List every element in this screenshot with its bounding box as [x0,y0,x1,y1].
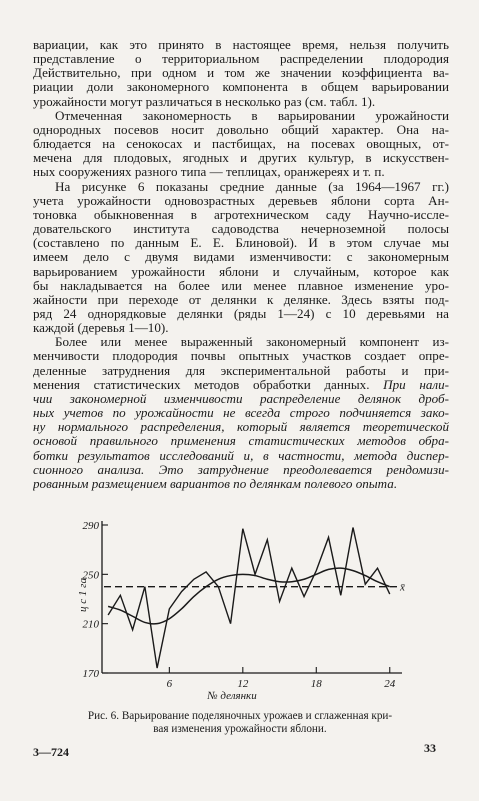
caption-line-2: вая изменения урожайности яблони. [153,723,327,735]
figure-6 [72,513,442,703]
mean-label: x̄ [400,581,405,594]
text-line: чии закономерной изменчивости распределение делянок дроб- [33,391,449,406]
text-line: блюдается на сенокосах и пастбищах, на посевах овощных, от- [33,137,449,152]
yield-chart [72,513,442,703]
caption-line-1: Рис. 6. Варьирование поделяночных урожаев и сглаженная кри- [87,710,393,722]
yield-series-line [108,527,390,668]
text-line: вариации, как это принято в настоящее время, нельзя получить [33,38,449,52]
text-line: сионного анализа. Это затруднение преодолевается рендомизи- [33,462,449,477]
text-line: менчивости плодородия почвы опытных участков создает опре- [33,349,449,364]
text-line: ных сооружениях разного типа — теплицах, оранжереях и т. п. [33,165,385,180]
text-line: учета урожайности одновозрастных деревьев яблони сорта Ан- [33,193,449,208]
y-axis-label: ц с 1 га [77,578,89,612]
page-number: 33 [424,741,436,755]
text-line: каждой (деревья 1—10). [33,321,169,336]
text-italic: При нали- [383,377,449,392]
y-tick-label: 170 [82,668,99,680]
x-tick-label: 18 [310,678,322,690]
figure-caption [50,710,430,736]
text-line: риации доли закономерного компонента в общем варьировании [33,80,449,95]
text-line: Отмеченная закономерность в варьировании урожайности [55,108,449,123]
text-line: варьированием урожайности яблони и случайным, которое как [33,264,449,279]
text-line: однородных посевов носит довольно общий характер. Она на- [33,122,449,137]
x-tick-label: 24 [384,678,396,690]
text-line: ну нормального распределения, который является теоретической [33,420,449,435]
x-axis-label: № делянки [207,690,257,702]
text-line: деленные затруднения для экспериментальной работы и при- [33,363,449,378]
text-line: мечена для плодовых, ягодных и других культур, в искусствен- [33,151,449,166]
text-line: ботки результатов исследований и, в частности, метода диспер- [33,448,449,463]
body-text [33,38,449,491]
text-line: бы накладывается на более или менее плавное изменение уро- [33,278,449,293]
text-line: тоновка обыкновенная в агротехническом саду Научно-иссле- [33,207,449,222]
text-line: имеем дело с двумя видами изменчивости: с закономерным [33,250,449,265]
text-line: На рисунке 6 показаны средние данные (за 1964—1967 гг.) [55,179,449,194]
text-roman: менения статистических методов обработки данных. [33,377,384,392]
printer-signature: 3—724 [33,745,69,759]
y-tick-label: 290 [82,520,99,532]
text-line: урожайности могут различаться в несколько раз (см. табл. 1). [33,94,376,109]
y-tick-label: 210 [82,618,99,631]
text-line: ных учетов по урожайности не всегда строго подчиняется зако- [33,406,449,421]
text-line [33,378,449,392]
text-line: довательского института садоводства нечерноземной полосы [33,222,449,237]
text-line: рованным размещением вариантов по делянкам полевого опыта. [33,476,398,491]
text-line: Более или менее выраженный закономерный компонент из- [55,335,449,350]
text-line: представление о территориальном распределении плодородия [33,52,449,67]
text-line: Действительно, при одном и том же значении коэффициента ва- [33,66,449,81]
text-line: ряд 24 однорядковые делянки (ряды 1—24) с 10 деревьями на [33,306,449,321]
text-line: (составлено по данным Е. Е. Блиновой). И в этом случае мы [33,236,449,251]
text-line: основой правильного применения статистических методов обра- [33,434,449,449]
smoothed-curve [108,568,390,624]
y-tick-label: 250 [82,569,99,582]
text-line: жайности при переходе от делянки к делянке. Здесь взяты под- [33,292,449,307]
x-tick-label: 6 [166,678,173,690]
x-tick-label: 12 [237,678,249,690]
